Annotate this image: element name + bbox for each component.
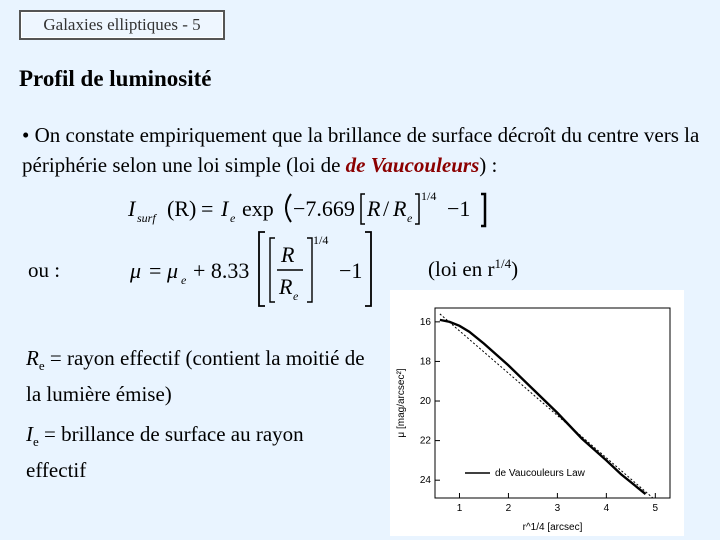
y-tick-label: 20 — [419, 396, 431, 408]
eq2-frac-num: R — [281, 242, 295, 267]
eq2-frac-den: R — [279, 274, 293, 299]
surface-brightness-plot — [390, 290, 684, 536]
eq1-slash: / — [383, 196, 390, 221]
note-text: (loi en r — [428, 257, 495, 281]
eq1-lhs-symbol: I — [128, 196, 136, 221]
ou-label: ou : — [28, 258, 61, 282]
eq1-ratio-num: R — [367, 196, 381, 221]
eq2-right-inner-bracket — [307, 238, 312, 302]
def-ie-sub: e — [33, 434, 39, 450]
eq2-mu-e: μ — [167, 258, 179, 283]
eq2-left-bracket — [259, 232, 265, 306]
def-re-text: = rayon effectif (contient la moitié de la lumière émise) — [26, 346, 365, 407]
eq1-ratio-den: R — [393, 196, 407, 221]
eq2-left-inner-bracket — [270, 238, 275, 302]
intro-text-after: ) : — [479, 153, 498, 177]
power-law-note — [428, 256, 518, 282]
definition-ie — [26, 420, 366, 484]
eq1-constant: −7.669 — [293, 196, 355, 221]
def-ie-symbol: I — [26, 422, 33, 446]
y-tick-label: 18 — [419, 356, 431, 368]
eq2-lhs: μ — [130, 258, 142, 283]
x-axis-label: r^1/4 [arcsec] — [522, 522, 583, 533]
x-tick-label: 2 — [505, 503, 512, 514]
y-tick-label: 22 — [419, 435, 431, 447]
y-tick-label: 16 — [419, 316, 431, 328]
def-ie-text: = brillance de surface au rayon effectif — [26, 422, 304, 483]
x-tick-label: 4 — [603, 503, 610, 514]
eq1-func: exp — [242, 196, 274, 221]
vaucouleurs-name: de Vaucouleurs — [345, 153, 480, 177]
eq1-exponent: 1/4 — [421, 189, 437, 203]
eq1-right-bracket — [415, 194, 419, 224]
eq2-constant: + 8.33 — [193, 258, 250, 283]
section-heading: Profil de luminosité — [19, 66, 212, 91]
slide-title: Galaxies elliptiques - 5 — [19, 10, 225, 40]
x-tick-label: 3 — [554, 503, 561, 514]
x-tick-label: 1 — [456, 503, 463, 514]
eq1-lhs-arg: (R) — [167, 196, 197, 221]
eq1-lhs-sub: surf — [137, 211, 156, 225]
def-re-sub: e — [38, 358, 45, 374]
eq2-minus-one: −1 — [339, 258, 363, 283]
intro-paragraph — [22, 120, 702, 180]
intro-text-before: • On constate empiriquement que la brillance de surface décroît du centre vers la périphérie selon une loi simple (loi de — [22, 123, 700, 177]
legend-label: de Vaucouleurs Law — [495, 468, 585, 479]
note-close: ) — [511, 257, 519, 281]
eq1-coef-sub: e — [230, 211, 236, 225]
eq1-coef: I — [221, 196, 229, 221]
eq2-right-bracket — [365, 232, 371, 306]
y-axis-label: μ [mag/arcsec²] — [396, 368, 407, 438]
x-tick-label: 5 — [652, 503, 659, 514]
eq2-frac-den-sub: e — [293, 289, 299, 303]
eq1-right-paren — [481, 194, 485, 226]
eq1-left-paren — [286, 194, 291, 222]
eq2-exponent: 1/4 — [313, 233, 329, 247]
note-exponent: 1/4 — [494, 256, 512, 271]
equation-surface-brightness — [125, 188, 495, 228]
eq1-equals: = — [201, 196, 214, 221]
eq1-left-bracket — [361, 194, 365, 224]
definition-re — [26, 344, 366, 408]
eq1-minus-one: −1 — [447, 196, 471, 221]
eq2-equals: = — [149, 258, 162, 283]
y-tick-label: 24 — [419, 475, 431, 487]
eq1-ratio-den-sub: e — [407, 211, 413, 225]
def-re-symbol: R — [26, 346, 39, 370]
eq2-mu-e-sub: e — [181, 273, 187, 287]
equation-magnitude — [125, 228, 385, 308]
